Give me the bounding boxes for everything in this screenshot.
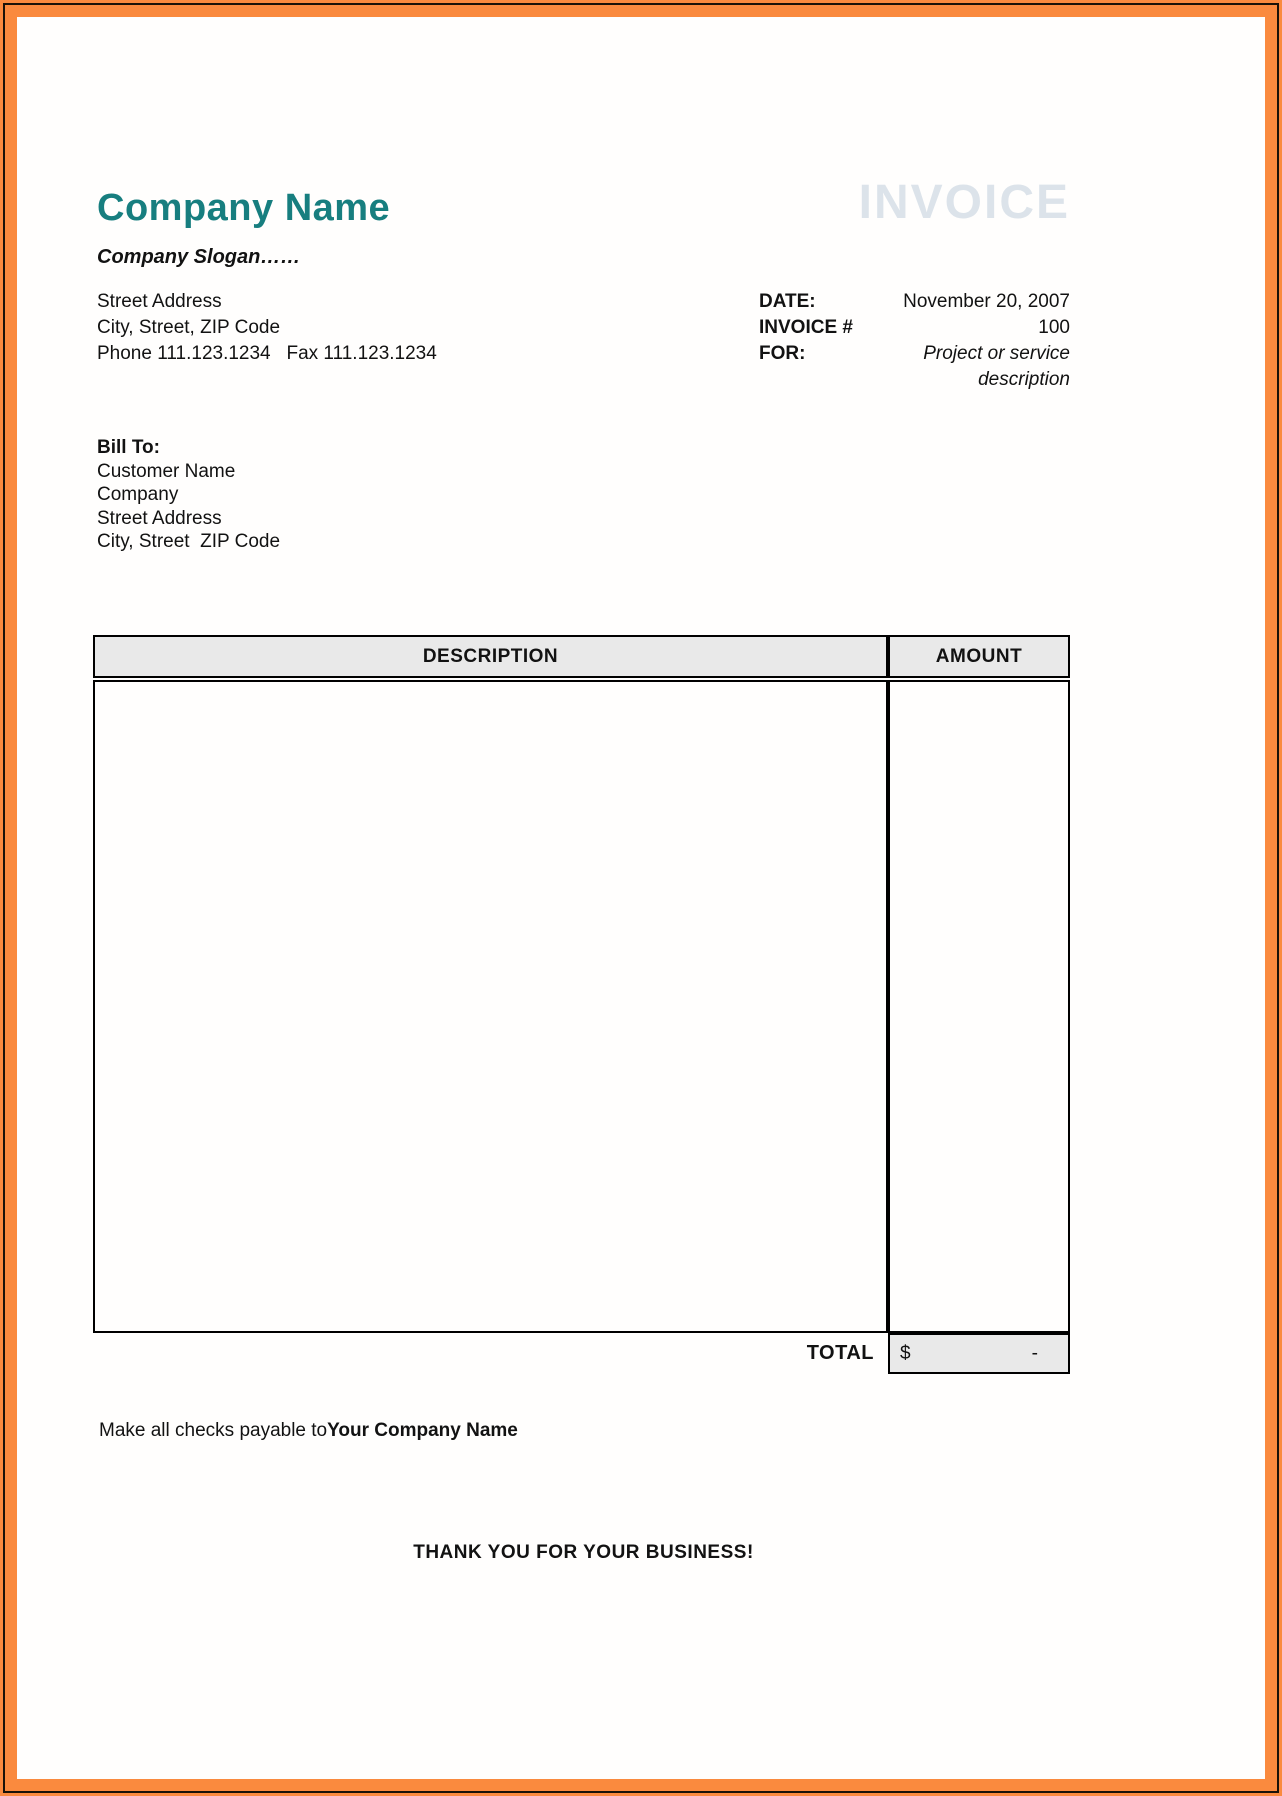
invoice-number-row — [759, 315, 1070, 341]
amount-cell-empty — [888, 680, 1070, 1333]
payable-prefix-text: Make all checks payable to — [99, 1420, 328, 1441]
total-currency-symbol: $ — [900, 1342, 911, 1364]
bill-to-street-address: Street Address — [97, 507, 222, 529]
total-value: - — [1031, 1342, 1038, 1364]
invoice-for-row — [759, 341, 1070, 393]
invoice-paper — [17, 17, 1265, 1779]
bill-to-customer-name: Customer Name — [97, 460, 236, 482]
payable-company-name: Your Company Name — [327, 1420, 518, 1441]
date-label: DATE: — [759, 291, 816, 312]
company-city-line: City, Street, ZIP Code — [97, 317, 281, 338]
total-label: TOTAL — [806, 1342, 874, 1364]
table-total-row — [93, 1333, 1070, 1374]
description-cell-empty — [93, 680, 888, 1333]
for-label: FOR: — [759, 343, 806, 364]
bill-to-block — [97, 436, 280, 554]
company-address-block — [97, 289, 437, 367]
table-body-row — [93, 680, 1070, 1333]
company-slogan: Company Slogan…… — [97, 246, 301, 268]
invoice-watermark-title: INVOICE — [858, 176, 1070, 229]
company-street-address: Street Address — [97, 291, 222, 312]
date-value: November 20, 2007 — [903, 291, 1070, 312]
invoice-number-label: INVOICE # — [759, 317, 853, 338]
line-items-table — [93, 635, 1070, 1374]
description-column-header: DESCRIPTION — [93, 635, 888, 678]
bill-to-company: Company — [97, 484, 179, 505]
invoice-info-block — [759, 289, 1070, 393]
company-name: Company Name — [97, 187, 391, 229]
checks-payable-line — [99, 1420, 518, 1442]
amount-column-header: AMOUNT — [888, 635, 1070, 678]
table-header-row — [93, 635, 1070, 678]
bill-to-city-line: City, Street ZIP Code — [97, 531, 281, 552]
invoice-number-value: 100 — [1038, 317, 1070, 338]
total-amount-cell — [888, 1333, 1070, 1374]
invoice-date-row — [759, 289, 1070, 315]
invoice-content — [97, 17, 1070, 1779]
bill-to-heading: Bill To: — [97, 437, 160, 458]
page-border-inner-frame — [3, 3, 1279, 1793]
for-value: Project or service description — [923, 343, 1070, 390]
thank-you-message: THANK YOU FOR YOUR BUSINESS! — [413, 1542, 754, 1563]
company-phone-fax-line: Phone 111.123.1234 Fax 111.123.1234 — [97, 343, 437, 364]
